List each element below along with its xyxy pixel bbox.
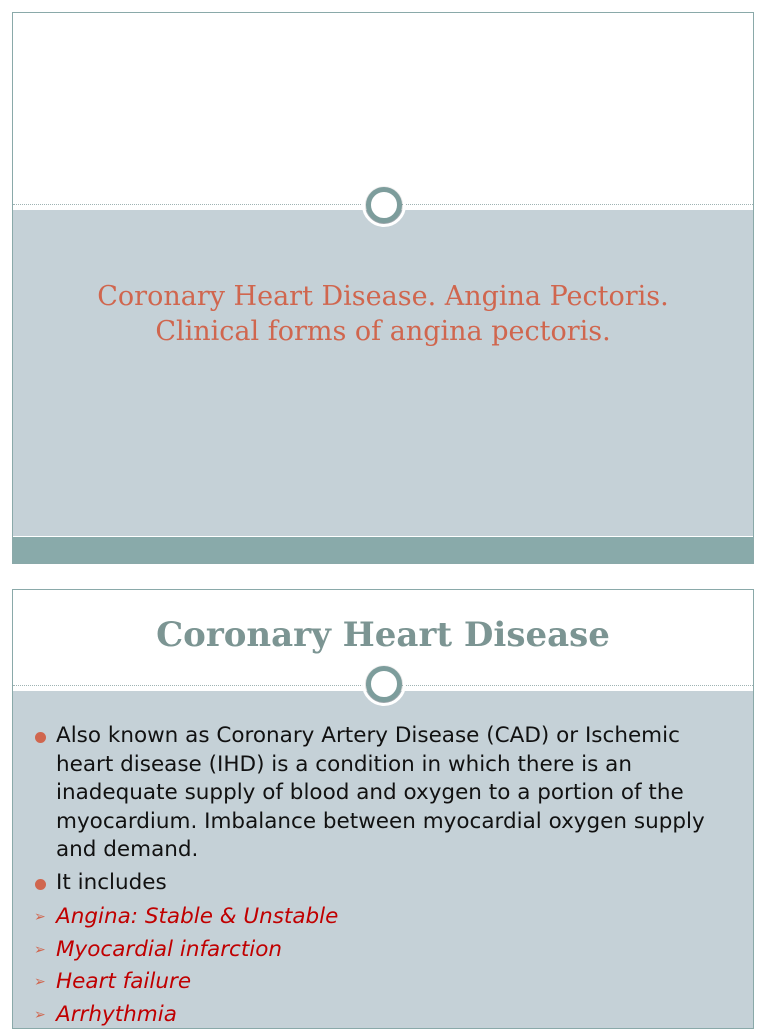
arrow-bullet-icon: ➢ (34, 999, 46, 1029)
sub-item (13, 934, 753, 967)
bullet-item (13, 869, 753, 898)
arrow-bullet-icon: ➢ (34, 934, 46, 967)
sub-item-text: Angina: Stable & Unstable (56, 904, 338, 929)
slide-2-bullet-list (13, 722, 753, 1029)
slide-1-title-line-2: Clinical forms of angina pectoris. (33, 314, 733, 349)
slide-1-header-area (13, 13, 753, 210)
sub-item-text: Arrhythmia (56, 1002, 177, 1027)
sub-item (13, 901, 753, 934)
slide-1-content-area (13, 210, 753, 536)
ring-divider-icon (366, 666, 402, 702)
sub-item-text: Heart failure (56, 969, 191, 994)
slide-1 (12, 12, 754, 564)
bullet-item (13, 722, 753, 865)
arrow-bullet-icon: ➢ (34, 966, 46, 999)
sub-item (13, 999, 753, 1029)
slide-2 (12, 589, 754, 1029)
slide-2-heading: Coronary Heart Disease (13, 614, 753, 656)
bullet-text: It includes (56, 870, 167, 895)
slide-1-title (33, 279, 733, 349)
slide-1-title-line-1: Coronary Heart Disease. Angina Pectoris. (33, 279, 733, 314)
bullet-text: Also known as Coronary Artery Disease (CAD) or Ischemic heart disease (IHD) is a condition in which there is an inadequate supply of blood and oxygen to a portion of the myocardium. Imbalance between myocardial oxygen supply and demand. (56, 723, 705, 862)
ring-divider-icon (366, 187, 402, 223)
slide-1-footer-bar (13, 537, 753, 564)
arrow-bullet-icon: ➢ (34, 901, 46, 934)
circle-bullet-icon (35, 879, 46, 890)
circle-bullet-icon (35, 732, 46, 743)
sub-item-text: Myocardial infarction (56, 937, 282, 962)
sub-item (13, 966, 753, 999)
